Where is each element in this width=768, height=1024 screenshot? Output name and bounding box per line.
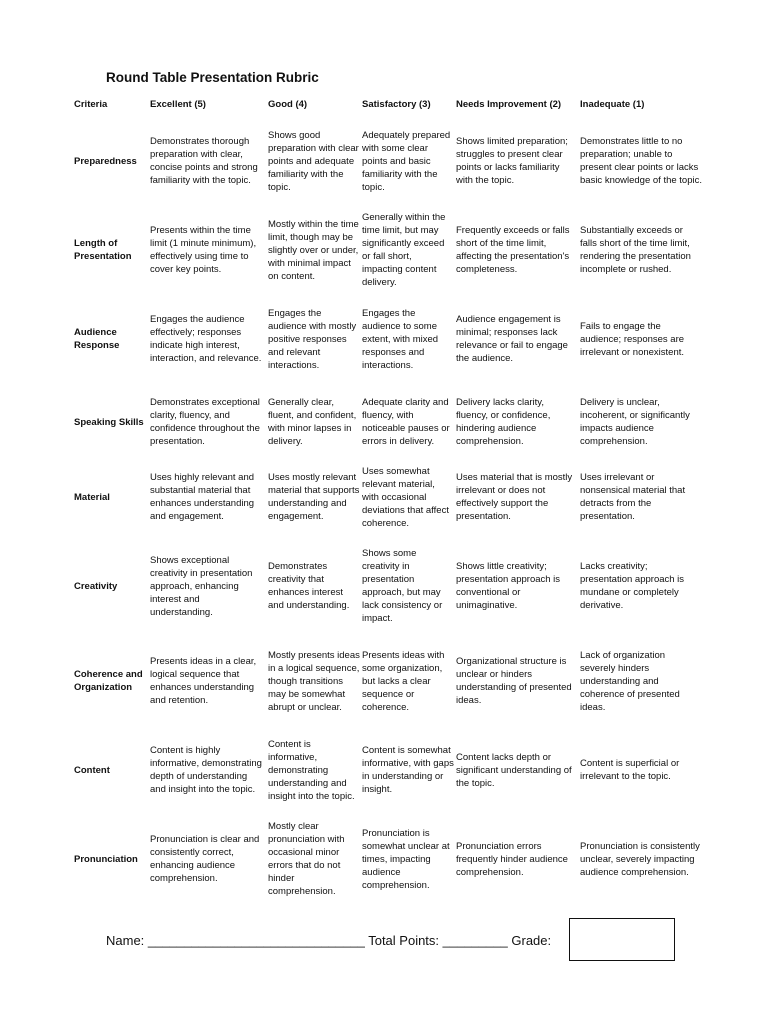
rating-cell-excellent: Demonstrates thorough preparation with clear, concise points and strong familiarity with the topic.: [150, 136, 258, 186]
rating-cell-good: Content is informative, demonstrating understanding and insight into the topic.: [268, 738, 355, 802]
criteria-label: Preparedness: [74, 155, 137, 167]
grade-label: Grade:: [511, 933, 552, 948]
table-row: [0, 728, 768, 812]
rating-cell-excellent: Shows exceptional creativity in presentation approach, enhancing interest and understanding.: [150, 554, 253, 618]
table-row: [0, 817, 768, 901]
rating-cell-needs-improvement: Delivery lacks clarity, fluency, or confidence, hindering audience comprehension.: [456, 397, 551, 447]
rating-cell-satisfactory: Engages the audience to some extent, with mixed responses and interactions.: [362, 307, 439, 371]
table-row: [0, 462, 768, 532]
criteria-label: Length of Presentation: [74, 238, 132, 262]
rating-cell-good: Mostly clear pronunciation with occasional minor errors that do not hinder comprehension.: [268, 821, 345, 897]
rating-cell-good: Mostly presents ideas in a logical sequence, though transitions may be somewhat abrupt or unclear.: [268, 649, 360, 713]
rating-cell-needs-improvement: Shows little creativity; presentation approach is conventional or unimaginative.: [456, 561, 561, 611]
header-excellent: Excellent (5): [150, 99, 206, 110]
rating-cell-excellent: Presents within the time limit (1 minute minimum), effectively using time to cover key points.: [150, 225, 257, 275]
rating-cell-good: Mostly within the time limit, though may be slightly over or under, with minimal impact on content.: [268, 218, 359, 282]
rating-cell-good: Shows good preparation with clear points and adequate familiarity with the topic.: [268, 129, 359, 193]
name-label: Name:: [106, 933, 145, 948]
rating-cell-inadequate: Content is superficial or irrelevant to the topic.: [580, 758, 680, 782]
rating-cell-needs-improvement: Pronunciation errors frequently hinder audience comprehension.: [456, 840, 568, 878]
criteria-label: Content: [74, 764, 110, 776]
rating-cell-good: Uses mostly relevant material that supports understanding and engagement.: [268, 472, 360, 522]
total-points-label: Total Points:: [368, 933, 440, 948]
rating-cell-needs-improvement: Shows limited preparation; struggles to present clear points or lacks familiarity with the topic.: [456, 136, 568, 186]
table-row: [0, 639, 768, 723]
rating-cell-good: Engages the audience with mostly positive responses and relevant interactions.: [268, 307, 357, 371]
header-needs-improvement: Needs Improvement (2): [456, 99, 562, 110]
criteria-label: Coherence and Organization: [74, 669, 143, 693]
criteria-label: Pronunciation: [74, 853, 138, 865]
rating-cell-excellent: Pronunciation is clear and consistently correct, enhancing audience comprehension.: [150, 834, 260, 884]
rating-cell-inadequate: Delivery is unclear, incoherent, or significantly impacts audience comprehension.: [580, 397, 690, 447]
footer-line: [106, 933, 551, 948]
rating-cell-excellent: Demonstrates exceptional clarity, fluency, and confidence throughout the presentation.: [150, 397, 260, 447]
header-good: Good (4): [268, 99, 308, 110]
criteria-label: Speaking Skills: [74, 416, 144, 428]
rating-cell-satisfactory: Shows some creativity in presentation approach, but may lack consistency or impact.: [362, 548, 443, 624]
rating-cell-satisfactory: Generally within the time limit, but may significantly exceed or fall short, impacting content delivery.: [362, 212, 446, 288]
rating-cell-needs-improvement: Content lacks depth or significant understanding of the topic.: [456, 751, 572, 789]
rating-cell-good: Generally clear, fluent, and confident, with minor lapses in delivery.: [268, 397, 357, 447]
header-satisfactory: Satisfactory (3): [362, 99, 431, 110]
rating-cell-needs-improvement: Organizational structure is unclear or hinders understanding of presented ideas.: [456, 656, 572, 706]
rating-cell-inadequate: Uses irrelevant or nonsensical material that detracts from the presentation.: [580, 472, 686, 522]
rating-cell-inadequate: Demonstrates little to no preparation; unable to present clear points or lacks basic knowledge of the topic.: [580, 136, 702, 186]
table-row: [0, 538, 768, 634]
rating-cell-needs-improvement: Audience engagement is minimal; responses lack relevance or fail to engage the audience.: [456, 314, 568, 364]
rating-cell-good: Demonstrates creativity that enhances interest and understanding.: [268, 561, 350, 611]
rating-cell-inadequate: Pronunciation is consistently unclear, severely impacting audience comprehension.: [580, 840, 700, 878]
rating-cell-inadequate: Fails to engage the audience; responses are irrelevant or nonexistent.: [580, 320, 685, 358]
rating-cell-inadequate: Lacks creativity; presentation approach is mundane or completely derivative.: [580, 561, 685, 611]
name-blank[interactable]: ______________________________: [147, 933, 365, 948]
page-title: Round Table Presentation Rubric: [106, 70, 319, 85]
criteria-label: Audience Response: [74, 327, 120, 351]
rating-cell-satisfactory: Adequately prepared with some clear points and basic familiarity with the topic.: [362, 129, 451, 193]
rating-cell-excellent: Content is highly informative, demonstrating depth of understanding and insight into the topic.: [150, 745, 262, 795]
rating-cell-excellent: Uses highly relevant and substantial material that enhances understanding and engagement.: [150, 472, 255, 522]
rating-cell-satisfactory: Uses somewhat relevant material, with occasional deviations that affect coherence.: [362, 465, 449, 529]
rating-cell-inadequate: Substantially exceeds or falls short of the time limit, rendering the presentation incomplete or rushed.: [580, 225, 691, 275]
criteria-label: Material: [74, 491, 110, 503]
total-points-blank[interactable]: _________: [442, 933, 508, 948]
rating-cell-needs-improvement: Uses material that is mostly irrelevant or does not effectively support the presentation.: [456, 472, 573, 522]
grade-box[interactable]: [569, 918, 675, 961]
table-row: [0, 210, 768, 290]
criteria-label: Creativity: [74, 580, 118, 592]
rating-cell-satisfactory: Presents ideas with some organization, but lacks a clear sequence or coherence.: [362, 649, 445, 713]
table-row: [0, 387, 768, 457]
rating-cell-satisfactory: Content is somewhat informative, with gaps in understanding or insight.: [362, 745, 454, 795]
rating-cell-excellent: Presents ideas in a clear, logical sequence that enhances understanding and retention.: [150, 656, 257, 706]
header-inadequate: Inadequate (1): [580, 99, 645, 110]
header-criteria: Criteria: [74, 99, 108, 110]
rating-cell-satisfactory: Adequate clarity and fluency, with noticeable pauses or errors in delivery.: [362, 397, 450, 447]
table-row: [0, 299, 768, 379]
rating-cell-needs-improvement: Frequently exceeds or falls short of the time limit, affecting the presentation's completeness.: [456, 225, 570, 275]
rating-cell-inadequate: Lack of organization severely hinders understanding and coherence of presented ideas.: [580, 649, 680, 713]
rating-cell-satisfactory: Pronunciation is somewhat unclear at times, impacting audience comprehension.: [362, 827, 450, 891]
table-row: [0, 121, 768, 201]
rating-cell-excellent: Engages the audience effectively; responses indicate high interest, interaction, and relevance.: [150, 314, 262, 364]
